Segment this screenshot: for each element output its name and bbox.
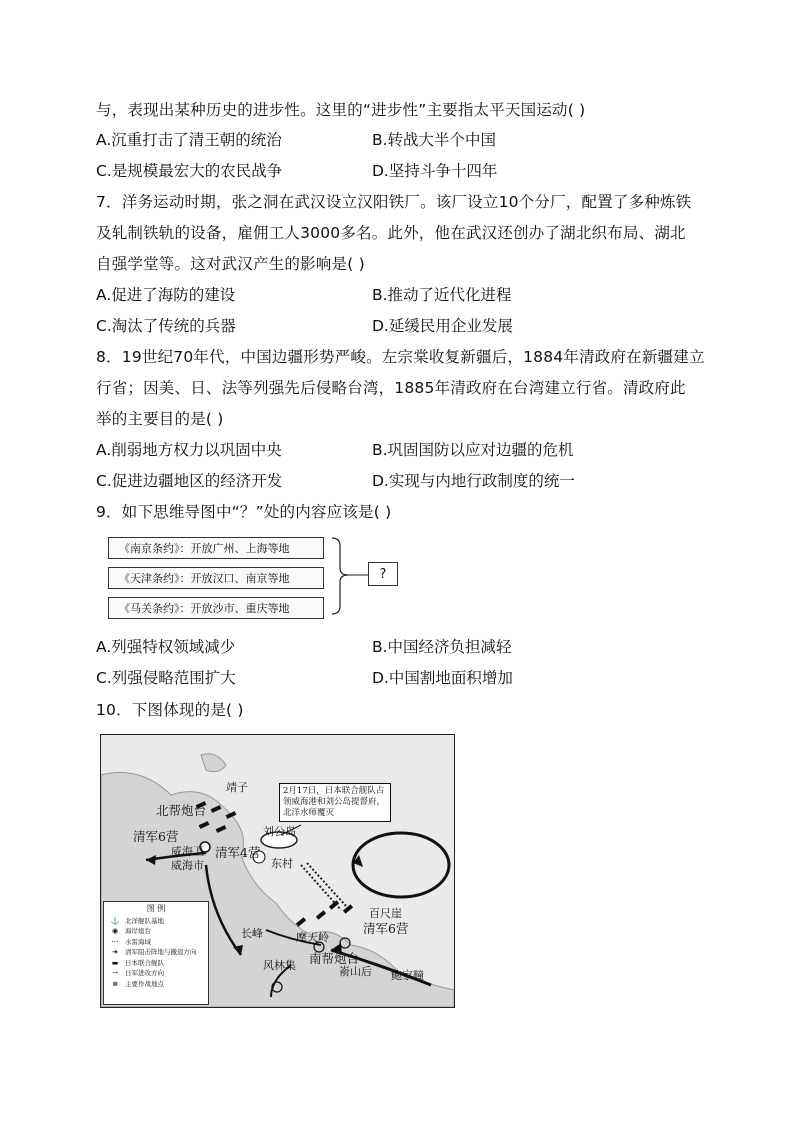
label-weihaishi: 威海市 [171, 859, 204, 872]
label-baichiya: 百尺崖 [369, 907, 402, 920]
label-qing6-left: 清军6营 [133, 829, 179, 844]
label-weihaiwei: 威海卫 [171, 845, 204, 858]
label-nanbang: 南帮炮台 [309, 951, 360, 966]
label-qing6-right: 清军6营 [363, 921, 409, 936]
legend-item: 北洋舰队基地 [125, 916, 164, 925]
q6-option-b[interactable]: B.转战大半个中国 [372, 131, 497, 149]
label-jizi: 靖子 [226, 781, 248, 794]
label-dongcun: 东村 [271, 857, 293, 870]
mind-map-box-tianjin: 《天津条约》：开放汉口、南京等地 [108, 567, 324, 589]
q9-option-c[interactable]: C.列强侵略范围扩大 [96, 669, 236, 687]
q8-option-a[interactable]: A.削弱地方权力以巩固中央 [96, 441, 282, 459]
q8-option-c[interactable]: C.促进边疆地区的经济开发 [96, 472, 283, 490]
q7-option-d[interactable]: D.延缓民用企业发展 [372, 317, 513, 335]
legend-row [108, 947, 204, 958]
fleet-icon: ▬ [111, 958, 119, 967]
label-motianling: 摩天岭 [296, 931, 329, 944]
q6-option-d[interactable]: D.坚持斗争十四年 [372, 162, 498, 180]
legend-item: 日军进攻方向 [125, 969, 164, 977]
map-legend [103, 901, 209, 1005]
q7-option-c[interactable]: C.淘汰了传统的兵器 [96, 317, 236, 335]
label-beibang: 北帮炮台 [156, 803, 207, 818]
q7-stem-line3: 自强学堂等。这对武汉产生的影响是( ) [96, 255, 365, 273]
anchor-icon: ⚓ [110, 916, 120, 925]
label-hushanhou: 嵛山后 [339, 965, 372, 978]
q7-stem-line2: 及轧制铁轨的设备，雇佣工人3000多名。此外，他在武汉还创办了湖北织布局、湖北 [96, 224, 686, 242]
mind-map-box-nanjing: 《南京条约》：开放广州、上海等地 [108, 537, 324, 559]
legend-item: 主要作战地点 [125, 979, 164, 988]
map-callout: 2月17日，日本联合舰队占领威海港和刘公岛提督府，北洋水师覆灭 [279, 783, 391, 822]
legend-item: 日本联合舰队 [125, 958, 164, 967]
legend-row [108, 958, 204, 969]
attack-arrow-icon: → [112, 969, 118, 977]
legend-row [108, 979, 204, 990]
legend-row [108, 937, 204, 948]
legend-row [108, 926, 204, 937]
retreat-arrow-icon: ➜ [112, 948, 118, 956]
q9-option-a[interactable]: A.列强特权领域减少 [96, 638, 236, 656]
q6-option-a[interactable]: A.沉重打击了清王朝的统治 [96, 131, 282, 149]
fort-icon: ◉ [111, 927, 119, 935]
label-fenglinji: 风林集 [263, 959, 296, 972]
label-liugong: 刘公岛 [263, 825, 296, 838]
q7-stem-line1: 7．洋务运动时期，张之洞在武汉设立汉阳铁厂。该厂设立10个分厂，配置了多种炼铁 [96, 193, 692, 211]
q6-option-c[interactable]: C.是规模最宏大的农民战争 [96, 162, 283, 180]
label-changfeng: 长峰 [241, 927, 263, 940]
q7-option-b[interactable]: B.推动了近代化进程 [372, 286, 512, 304]
mind-map-box-maguan: 《马关条约》：开放沙市、重庆等地 [108, 597, 324, 619]
q9-option-d[interactable]: D.中国割地面积增加 [372, 669, 513, 687]
legend-title: 图 例 [146, 904, 166, 913]
q6-stem: 与，表现出某种历史的进步性。这里的“进步性”主要指太平天国运动( ) [96, 101, 586, 119]
legend-item: 清军阻击阵地与撤退方向 [125, 948, 197, 956]
legend-item: 海岸炮台 [125, 927, 151, 935]
q8-stem-line2: 行省；因美、日、法等列强先后侵略台湾，1885年清政府在台湾建立行省。清政府此 [96, 379, 686, 397]
battle-site-icon: ⊗ [112, 979, 118, 988]
legend-row [108, 916, 204, 927]
label-baojiatuan: 鲍家疃 [391, 969, 424, 982]
q7-option-a[interactable]: A.促进了海防的建设 [96, 286, 236, 304]
mine-area-icon: ⋯ [111, 937, 119, 946]
legend-row [108, 968, 204, 979]
q8-stem-line1: 8．19世纪70年代，中国边疆形势严峻。左宗棠收复新疆后，1884年清政府在新疆建立 [96, 348, 705, 366]
q8-stem-line3: 举的主要目的是( ) [96, 410, 224, 428]
weihaiwei-battle-map [100, 734, 455, 1008]
q10-stem: 10．下图体现的是( ) [96, 701, 244, 719]
label-qing4: 清军4营 [215, 845, 261, 860]
mind-map-question-box: ? [368, 562, 398, 586]
q9-stem: 9．如下思维导图中“？”处的内容应该是( ) [96, 503, 392, 521]
q8-option-b[interactable]: B.巩固国防以应对边疆的危机 [372, 441, 574, 459]
q8-option-d[interactable]: D.实现与内地行政制度的统一 [372, 472, 575, 490]
q9-option-b[interactable]: B.中国经济负担减轻 [372, 638, 512, 656]
legend-item: 水雷海域 [125, 937, 151, 946]
